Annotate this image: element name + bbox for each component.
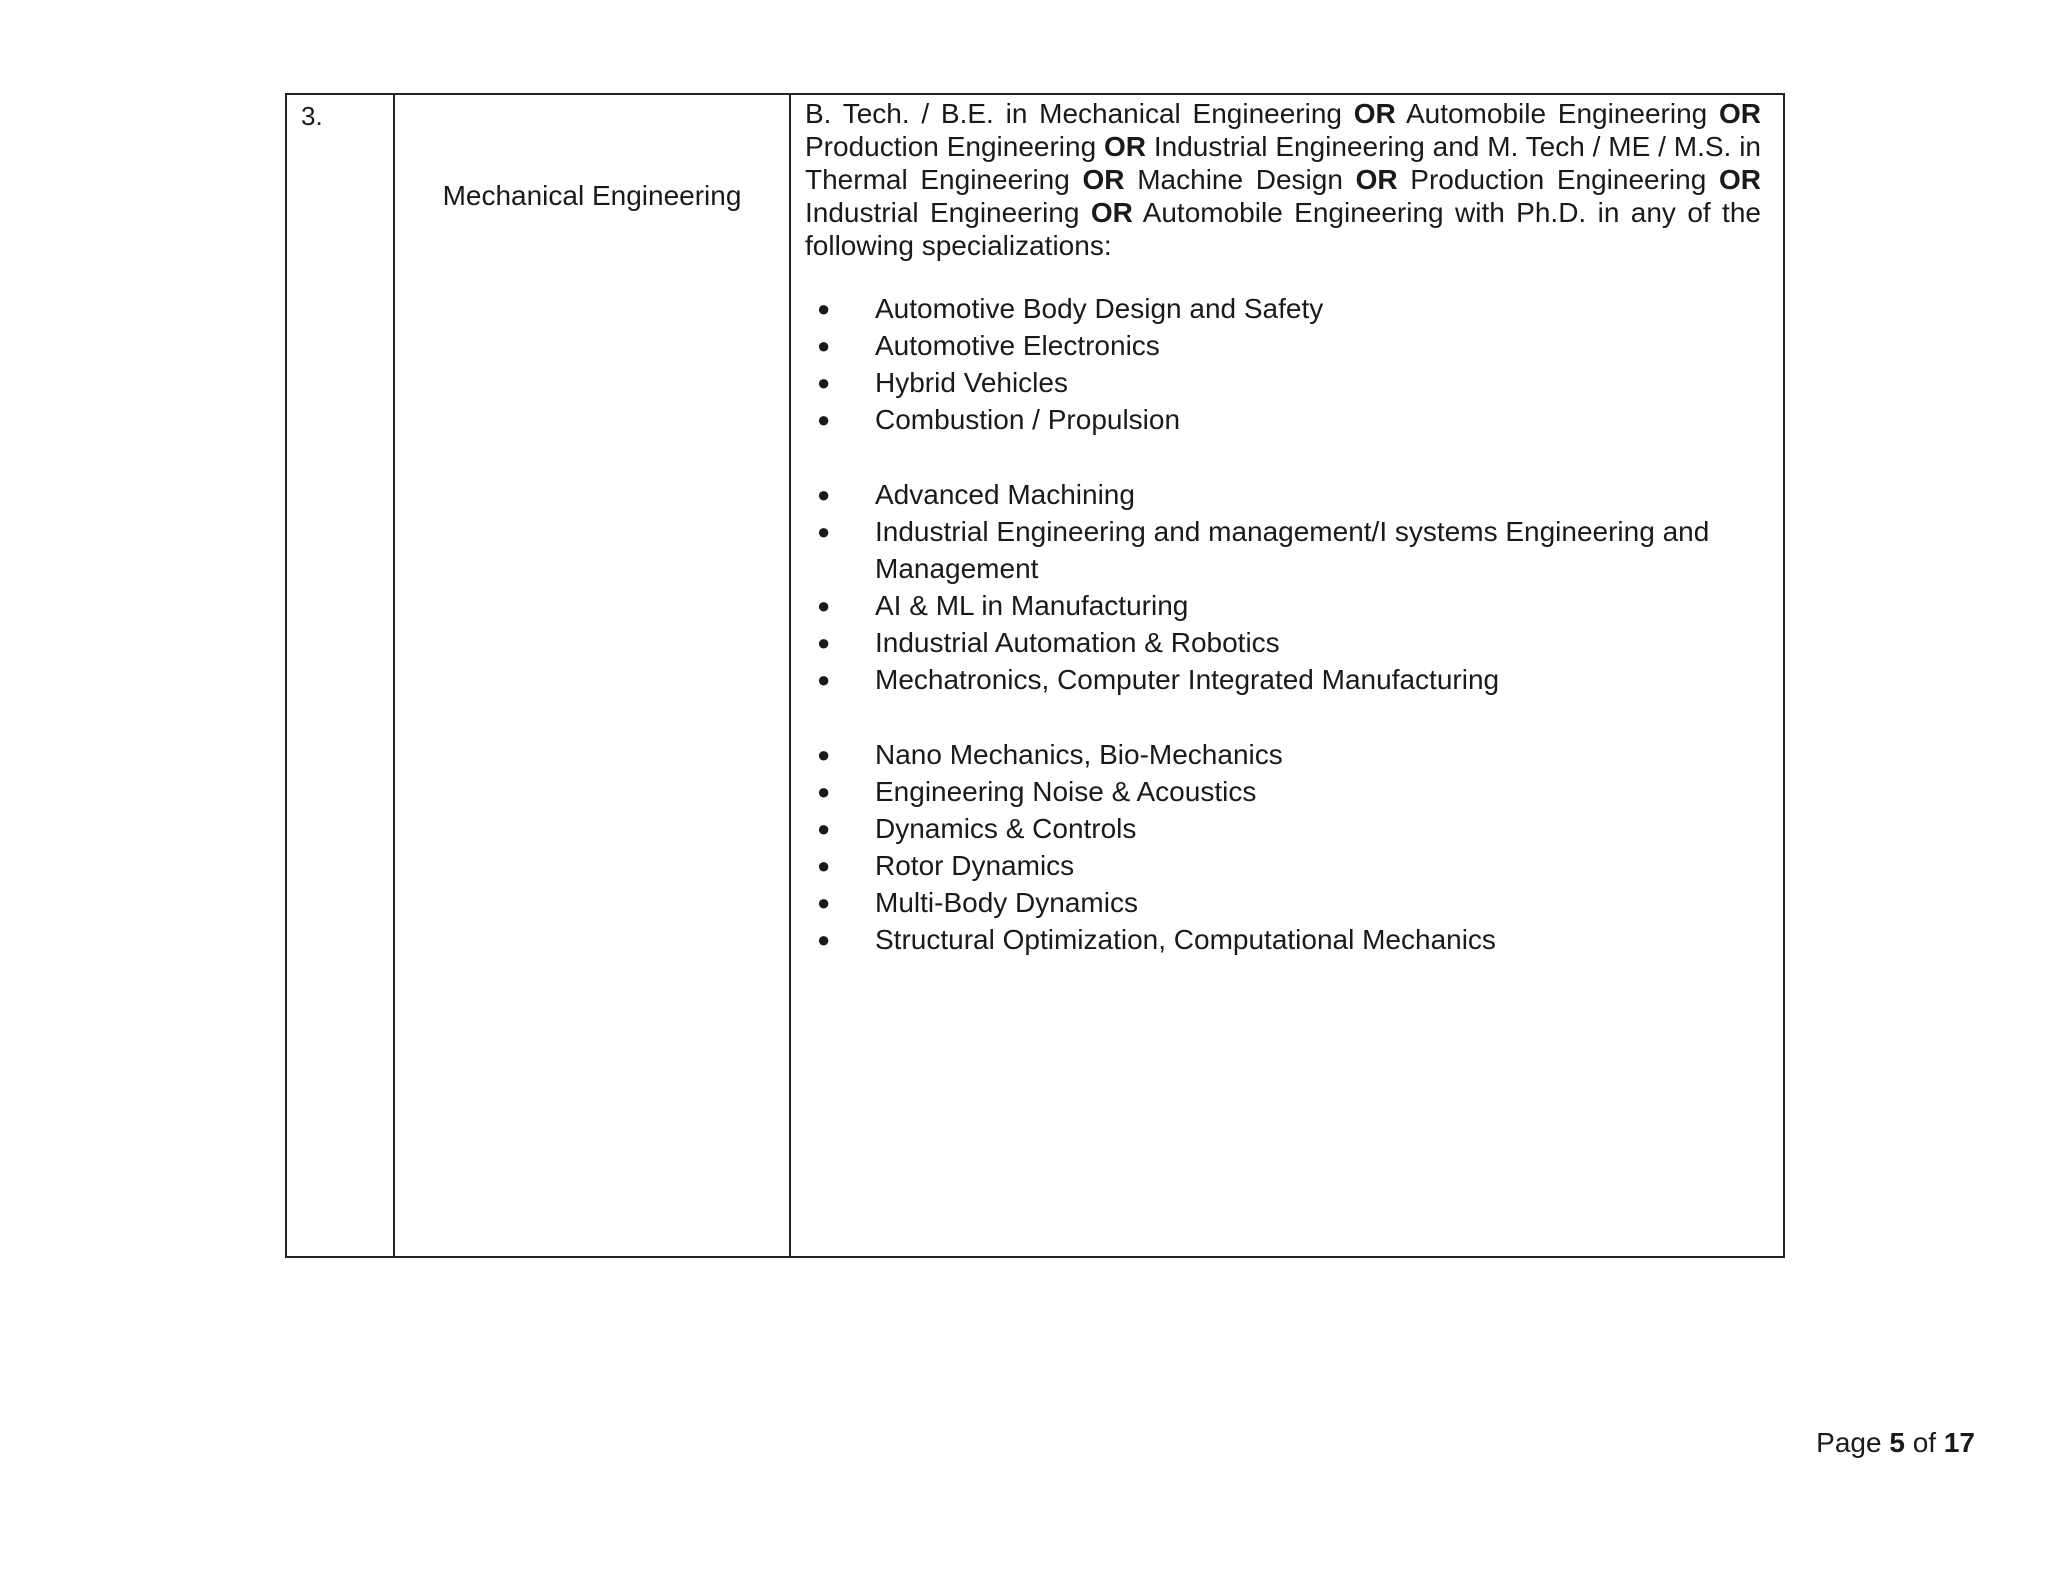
list-item bbox=[817, 327, 1761, 364]
bullet-icon: ● bbox=[817, 667, 831, 692]
specialization-label: Engineering Noise & Acoustics bbox=[875, 776, 1257, 807]
serial-number: 3. bbox=[301, 101, 323, 131]
bullet-icon: ● bbox=[817, 816, 831, 841]
or-keyword: OR bbox=[1355, 164, 1398, 195]
list-item bbox=[817, 364, 1761, 401]
list-item bbox=[817, 884, 1761, 921]
list-item bbox=[817, 810, 1761, 847]
or-keyword: OR bbox=[1719, 98, 1761, 129]
list-item bbox=[817, 290, 1761, 327]
specialization-label: Combustion / Propulsion bbox=[875, 404, 1181, 435]
specialization-label: Advanced Machining bbox=[875, 479, 1135, 510]
serial-cell bbox=[286, 94, 394, 1257]
bullet-icon: ● bbox=[817, 593, 831, 618]
specialization-label: Industrial Engineering and management/I systems Engineering and Management bbox=[875, 516, 1710, 584]
specialization-list-automotive bbox=[805, 290, 1761, 438]
total-pages: 17 bbox=[1943, 1427, 1975, 1458]
bullet-icon: ● bbox=[817, 333, 831, 358]
specialization-label: Hybrid Vehicles bbox=[875, 367, 1068, 398]
specialization-label: Industrial Automation & Robotics bbox=[875, 627, 1280, 658]
list-item bbox=[817, 476, 1761, 513]
specialization-label: Automotive Body Design and Safety bbox=[875, 293, 1324, 324]
table-row bbox=[286, 94, 1784, 1257]
page-prefix: Page bbox=[1816, 1427, 1890, 1458]
specialization-list-manufacturing bbox=[805, 476, 1761, 698]
intro-text: Production Engineering bbox=[805, 131, 1105, 162]
specialization-label: Rotor Dynamics bbox=[875, 850, 1075, 881]
list-item bbox=[817, 587, 1761, 624]
department-name: Mechanical Engineering bbox=[442, 180, 742, 211]
bullet-icon: ● bbox=[817, 407, 831, 432]
or-keyword: OR bbox=[1719, 164, 1761, 195]
bullet-icon: ● bbox=[817, 779, 831, 804]
bullet-icon: ● bbox=[817, 630, 831, 655]
bullet-icon: ● bbox=[817, 853, 831, 878]
current-page: 5 bbox=[1889, 1427, 1905, 1458]
intro-text: Automobile Engineering with Ph.D. in any of the following specializations: bbox=[805, 197, 1761, 261]
intro-text: Production Engineering bbox=[1397, 164, 1719, 195]
intro-text: Machine Design bbox=[1124, 164, 1356, 195]
bullet-icon: ● bbox=[817, 519, 831, 544]
specialization-label: Dynamics & Controls bbox=[875, 813, 1137, 844]
qualification-cell bbox=[790, 94, 1784, 1257]
department-cell bbox=[394, 94, 790, 1257]
bullet-icon: ● bbox=[817, 890, 831, 915]
qualification-intro bbox=[805, 97, 1761, 262]
list-item bbox=[817, 661, 1761, 698]
intro-text: B. Tech. / B.E. in Mechanical Engineering bbox=[805, 98, 1354, 129]
list-item bbox=[817, 773, 1761, 810]
page-number bbox=[1816, 1426, 1975, 1460]
specialization-label: Mechatronics, Computer Integrated Manufacturing bbox=[875, 664, 1500, 695]
list-item bbox=[817, 624, 1761, 661]
list-item bbox=[817, 401, 1761, 438]
bullet-icon: ● bbox=[817, 927, 831, 952]
intro-text: Industrial Engineering and M. Tech / ME / M.S. in Thermal Engineering bbox=[805, 131, 1761, 195]
specialization-label: Multi-Body Dynamics bbox=[875, 887, 1138, 918]
or-keyword: OR bbox=[1090, 197, 1133, 228]
specialization-list-mechanics bbox=[805, 736, 1761, 958]
bullet-icon: ● bbox=[817, 742, 831, 767]
specialization-label: Automotive Electronics bbox=[875, 330, 1160, 361]
specialization-label: Structural Optimization, Computational Mechanics bbox=[875, 924, 1496, 955]
or-keyword: OR bbox=[1082, 164, 1125, 195]
or-keyword: OR bbox=[1104, 131, 1147, 162]
specialization-label: AI & ML in Manufacturing bbox=[875, 590, 1189, 621]
list-item bbox=[817, 513, 1761, 587]
intro-text: Automobile Engineering bbox=[1395, 98, 1719, 129]
list-item bbox=[817, 736, 1761, 773]
or-keyword: OR bbox=[1353, 98, 1396, 129]
intro-text: Industrial Engineering bbox=[805, 197, 1091, 228]
bullet-icon: ● bbox=[817, 296, 831, 321]
page-separator: of bbox=[1904, 1427, 1944, 1458]
bullet-icon: ● bbox=[817, 370, 831, 395]
specialization-label: Nano Mechanics, Bio-Mechanics bbox=[875, 739, 1283, 770]
list-item bbox=[817, 847, 1761, 884]
bullet-icon: ● bbox=[817, 482, 831, 507]
list-item bbox=[817, 921, 1761, 958]
qualification-table bbox=[285, 93, 1785, 1258]
